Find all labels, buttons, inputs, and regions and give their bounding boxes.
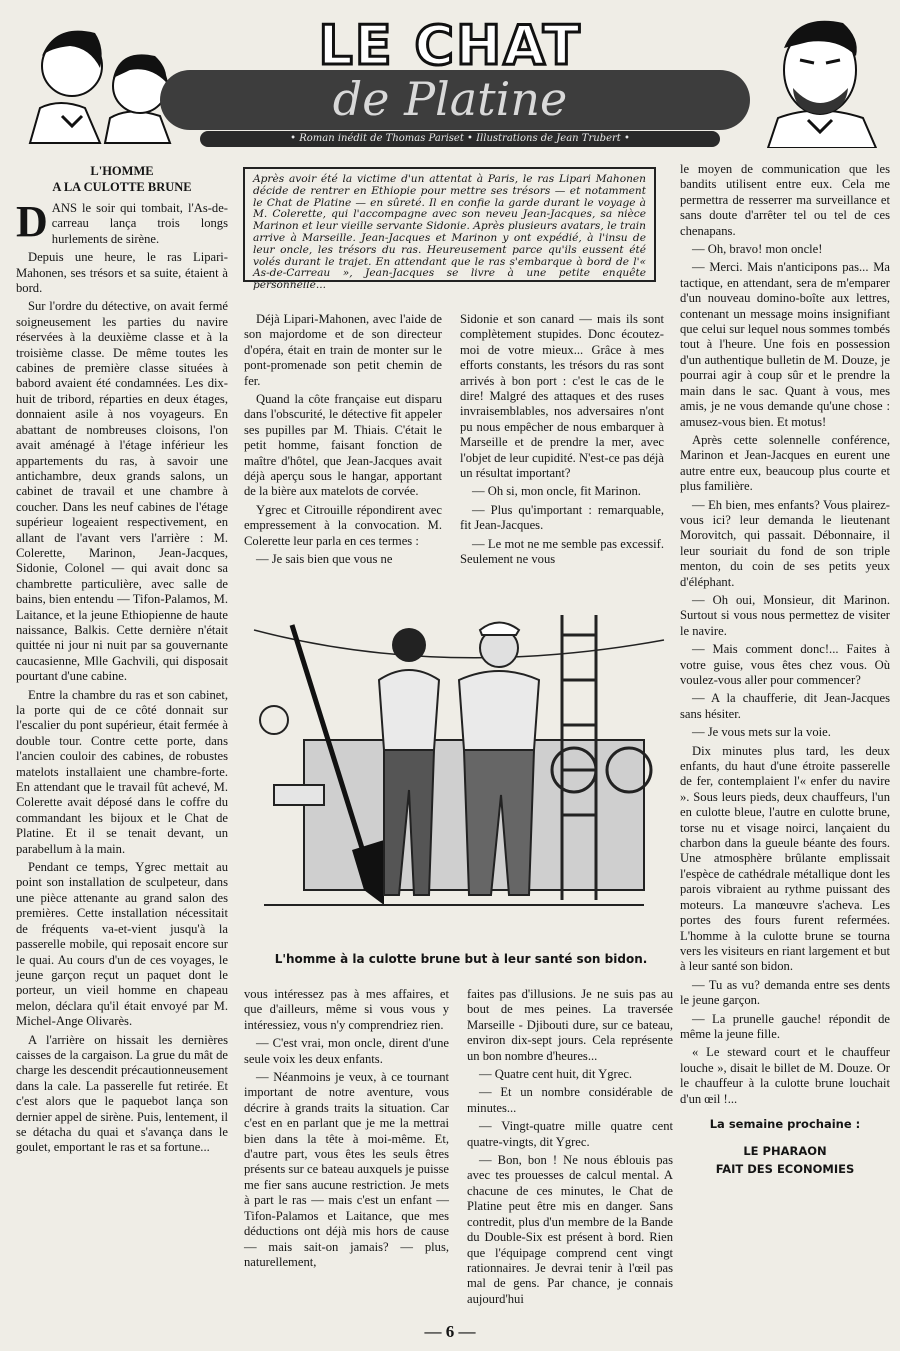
paragraph: — Eh bien, mes enfants? Vous plairez-vous ici? leur demanda le lieutenant Morovitch, qui passait. Débonnaire, il leur souriait du fond de son triple menton, du coin de ses petits yeux d'éléphant.	[680, 497, 890, 589]
drop-cap: D	[16, 197, 48, 246]
paragraph: — C'est vrai, mon oncle, dirent d'une seule voix les deux enfants.	[244, 1036, 449, 1066]
paragraph: Ygrec et Citrouille répondirent avec empressement à la convocation. M. Colerette leur parla en ces termes :	[244, 502, 442, 548]
column-1: L'HOMME A LA CULOTTE BRUNE DANS le soir qui tombait, l'As-de-carreau lança trois longs hurlements de sirène. Depuis une heure, le ras Lipari-Mahonen, ses trésors et sa suite, étaient à bord. Sur l'ordre du détective, on avait fermé soigneusement les parties du navire réservées à la deuxième classe et à la troisième classe. De même toutes les cabines de première classe situées à babord avaient été condamnées. Les dix-huit de tribord, réparties en deux étages, donnaient asile à nos voyageurs. En abattant de nombreuses cloisons, l'on avait aménagé à l'étage inférieur les appartements du ras, à savoir une antichambre, deux grands salons, un cabinet de travail et une chambre à coucher. Dans les neuf cabines de l'étage supérieur logeaient respectivement, en allant de l'avant vers l'arrière : M. Colerette, Marinon, Jean-Jacques, Sidonie, Colonel — qui avait donc sa chambrette particulière, avec salle de bains, bien entendu — Tifon-Palamos, M. Laitance, et la jeune Ethiopienne de haute naissance, Balkis. Cette dernière n'était quittée ni jour ni nuit par sa gouvernante caucasienne, Mlle Gachvili, qui disposait pourtant d'une cabine. Entre la chambre du ras et son cabinet, la porte qui de ce côté donnait sur l'escalier du pont supérieur, était fermée à double tour. Contre cette porte, dans l'ancien couloir des cabines, de robustes matelots installaient une chambre-forte. En attendant que le travail fût achevé, M. Colerette avait déposé dans le coffre du commandant les bijoux et le Chat de Platine. Et il se tenait devant, un parabellum à la main. Pendant ce temps, Ygrec mettait au point son installation de sculpeteur, dans une pièce attenante au grand salon des premières. Cette installation nécessitait de fréquents va-et-vient jusqu'à la passerelle mobile, qui reposait encore sur le quai. Au cours d'un de ces voyages, le jeune garçon reçut un paquet dont le porteur, un vieil homme en chapeau melon, déclara qu'il était envoyé par M. Michel-Ange Olivarès. A l'arrière on hissait les dernières caisses de la cargaison. La grue du mât de charge les descendit précautionneusement dans la cale. La passerelle fut retirée. Et c'est alors que le paquebot lança son dernier appel de sirène. Puis, lentement, il se détacha du quai et s'avança dans le goulet, emportant le ras et sa fortune...	[16, 164, 228, 1155]
paragraph: — Quatre cent huit, dit Ygrec.	[479, 1067, 633, 1082]
credits-line: • Roman inédit de Thomas Pariset • Illustrations de Jean Trubert •	[200, 131, 720, 147]
illustration-caption: L'homme à la culotte brune but à leur santé son bidon.	[274, 952, 648, 966]
paragraph: vous intéressez pas à mes affaires, et que d'ailleurs, même si vous vous y intéressiez, vous n'y comprendriez rien.	[244, 987, 449, 1032]
paragraph: Pendant ce temps, Ygrec mettait au point son installation de sculpeteur, dans une pièce attenante au grand salon des premières. Cette installation nécessitait de fréquents va-et-vient jusqu'à la passerelle mobile, qui reposait encore sur le quai. Au cours d'un de ces voyages, le jeune garçon reçut un paquet dont le porteur, un vieil homme en chapeau melon, déclara qu'il était envoyé par M. Michel-Ange Olivarès.	[16, 860, 228, 1029]
paragraph: — Merci. Mais n'anticipons pas... Ma tactique, en attendant, sera de m'emparer d'un nouveau domino-boîte aux lettres, contenant un message moins insignifiant que celui sur lequel nous sommes tombés tout à l'heure. Une fois en possession d'un authentique bulletin de M. Douze, je pourrai agir à coup sûr et le prendre la main dans le sac. Quant à vous, mes amis, je ne vous demande qu'une chose : amusez-vous bien. Et motus!	[680, 260, 890, 429]
paragraph: Déjà Lipari-Mahonen, avec l'aide de son majordome et de son directeur d'opéra, était en train de monter sur le pont-promenade son petit chemin de fer.	[244, 312, 442, 388]
paragraph: — La prunelle gauche! répondit de même la jeune fille.	[680, 1011, 890, 1041]
story-subtitle: de Platine	[332, 72, 568, 126]
detective-illustration	[748, 8, 893, 148]
stokers-illustration	[244, 600, 674, 945]
paragraph: — Bon, bon ! Ne nous éblouis pas avec tes prouesses de calcul mental. A chacune de ces minutes, le Chat de Platine peut être mis en danger. Sans contredit, plus d'un membre de la Bande du Double-Six est présent à bord. Rien que l'équipage comprend cent vingt rationnaires. Je devrai tenir à l'œil pas mal de gens. Par chance, je connais aujourd'hui	[467, 1153, 673, 1306]
paragraph: faites pas d'illusions. Je ne suis pas au bout de mes peines. La traversée Marseille - Djibouti dure, sur ce bateau, environ dix-sept jours. Cela représente un bon nombre d'heures...	[467, 987, 673, 1063]
paragraph: — A la chaufferie, dit Jean-Jacques sans hésiter.	[680, 691, 890, 721]
paragraph: Depuis une heure, le ras Lipari-Mahonen, ses trésors et sa suite, étaient à bord.	[16, 250, 228, 296]
next-week-label: La semaine prochaine :	[709, 1116, 861, 1131]
summary-box: Après avoir été la victime d'un attentat à Paris, le ras Lipari Mahonen décide de rentrer en Ethiopie pour mettre ses trésors — et notamment le Chat de Platine — en sûreté. Il en confie la garde durant le voyage à M. Colerette, qui l'accompagne avec son neveu Jean-Jacques, sa nièce Marinon et leur vieille servante Sidonie. Après plusieurs avatars, le train arrive à Marseille. Jean-Jacques et Marinon y ont expédié, à l'insu de leur oncle, les trésors du ras. Heureusement parce qu'ils eussent été volés durant le trajet. En attendant que le ras s'embarque à bord de l'« As-de-Carreau », Jean-Jacques se livre à une petite enquête personnelle...	[243, 167, 656, 282]
paragraph: — Plus qu'important : remarquable, fit Jean-Jacques.	[460, 502, 664, 533]
chapter-heading: L'HOMME A LA CULOTTE BRUNE	[52, 164, 192, 194]
paragraph: — Je sais bien que vous ne	[256, 552, 393, 567]
paragraph: — Vingt-quatre mille quatre cent quatre-vingts, dit Ygrec.	[467, 1119, 673, 1149]
paragraph: — Oh si, mon oncle, fit Marinon.	[472, 484, 641, 499]
paragraph: — Et un nombre considérable de minutes...	[467, 1085, 673, 1115]
paragraph: Dix minutes plus tard, les deux enfants, du haut d'une étroite passerelle de fer, contemplaient l'« enfer du navire ». Sous leurs pieds, deux chauffeurs, l'un en culotte bleue, l'autre en culotte brune, torse nu et visage noirci, lançaient du charbon dans la gueule béante des fours. Une atmosphère brûlante emplissait l'espèce de cathédrale métallique dont les parois vibraient au rythme puissant des moteurs. La manœuvre s'acheva. Les portes des fours furent refermées. L'homme à la culotte brune se tourna vers les visiteurs en riant largement et but à leur santé son bidon.	[680, 743, 890, 974]
story-title: LE CHAT	[318, 14, 582, 77]
paragraph: — Je vous mets sur la voie.	[692, 725, 831, 740]
paragraph: — Oh, bravo! mon oncle!	[692, 242, 823, 257]
page-number: — 6 —	[424, 1322, 476, 1341]
column-2-top	[244, 312, 442, 571]
paragraph: Après cette solennelle conférence, Marinon et Jean-Jacques en eurent une autre entre eux, beaucoup plus courte et plus familière.	[680, 432, 890, 494]
column-4	[680, 162, 890, 1178]
paragraph: — Tu as vu? demanda entre ses dents le jeune garçon.	[680, 977, 890, 1008]
paragraph: Quand la côte française eut disparu dans l'obscurité, le détective fit appeler ses pupilles par M. Thiais. C'était le petit homme, faisant fonction de maître d'hôtel, que Jean-Jacques avait déjà aperçu sous le hangar, apportant de la bière aux matelots de corvée.	[244, 392, 442, 499]
paragraph: le moyen de communication que les bandits utilisent entre eux. Cela me permettra de resserrer ma surveillance et sans doute d'arrêter tel ou tel de ces chenapans.	[680, 162, 890, 238]
column-2-bottom	[244, 987, 449, 1273]
paragraph: — Le mot ne me semble pas excessif. Seulement ne vous	[460, 536, 664, 567]
paragraph: Sidonie et son canard — mais ils sont complètement stupides. Donc écoutez-moi de votre mieux... Grâce à mes efforts constants, les trésors du ras sont arrivés à bon port : c'est le cas de le dire! Malgré des attaques et des ruses invraisemblables, nos adversaires n'ont pu nous empêcher de nous embarquer à Marseille et de prendre la mer, avec l'objet de leur cupidité. N'est-ce pas déjà un résultat important?	[460, 312, 664, 481]
paragraph: Sur l'ordre du détective, on avait fermé soigneusement les parties du navire réservées à la deuxième classe et à la troisième classe. De même toutes les cabines de première classe situées à babord avaient été condamnées. Les dix-huit de tribord, réparties en deux étages, donnaient asile à nos voyageurs. En abattant de nombreuses cloisons, l'on avait aménagé à l'étage inférieur les appartements du ras, à savoir une antichambre, deux grands salons, un cabinet de travail et une chambre à coucher. Dans les neuf cabines de l'étage supérieur logeaient respectivement, en allant de l'avant vers l'arrière : M. Colerette, Marinon, Jean-Jacques, Sidonie, Colonel — qui avait donc sa chambrette particulière, avec salle de bains, bien entendu — Tifon-Palamos, M. Laitance, et la jeune Ethiopienne de haute naissance, Balkis. Cette dernière n'était quittée ni jour ni nuit par sa gouvernante caucasienne, Mlle Gachvili, qui disposait pourtant d'une cabine.	[16, 299, 228, 684]
next-week-title: LE PHARAON FAIT DES ECONOMIES	[715, 1144, 855, 1177]
paragraph: — Néanmoins je veux, à ce tournant important de notre aventure, vous décrire à grands traits la situation. Car c'est en en parlant que je me la mettrai bien dans la tête à moi-même. Et, d'autre part, vous êtes les seuls êtres présents sur ce bateau auxquels je puisse me fier sans aucune restriction. Je mets à part le ras — mais c'est un enfant — Tifon-Palamos et Laitance, que mes déductions ont déjà mis hors de cause — mais sait-on jamais? — plus, naturellement,	[244, 1070, 449, 1269]
column-3-top	[460, 312, 664, 571]
paragraph: « Le steward court et le chauffeur louche », disait le billet de M. Douze. Or le chauffeur à la culotte brune louchait d'un œil !...	[680, 1045, 890, 1106]
column-3-bottom	[467, 987, 673, 1310]
paragraph: — Mais comment donc!... Faites à votre guise, vous êtes chez vous. Où voulez-vous aller pour commencer?	[680, 642, 890, 687]
paragraph: Entre la chambre du ras et son cabinet, la porte qui de ce côté donnait sur l'escalier du pont supérieur, était fermée à double tour. Contre cette porte, dans l'ancien couloir des cabines, de robustes matelots installaient une chambre-forte. En attendant que le travail fût achevé, M. Colerette avait déposé dans le coffre du commandant les bijoux et le Chat de Platine. Et il se tenait devant, un parabellum à la main.	[16, 687, 228, 856]
paragraph: A l'arrière on hissait les dernières caisses de la cargaison. La grue du mât de charge les descendit précautionneusement dans la cale. La passerelle fut retirée. Et c'est alors que le paquebot lança son dernier appel de sirène. Puis, lentement, il se détacha du quai et s'avança dans le goulet, emportant le ras et sa fortune...	[16, 1032, 228, 1155]
story-header	[0, 0, 900, 150]
paragraph: — Oh oui, Monsieur, dit Marinon. Surtout si vous nous permettez de visiter le navire.	[680, 592, 890, 638]
